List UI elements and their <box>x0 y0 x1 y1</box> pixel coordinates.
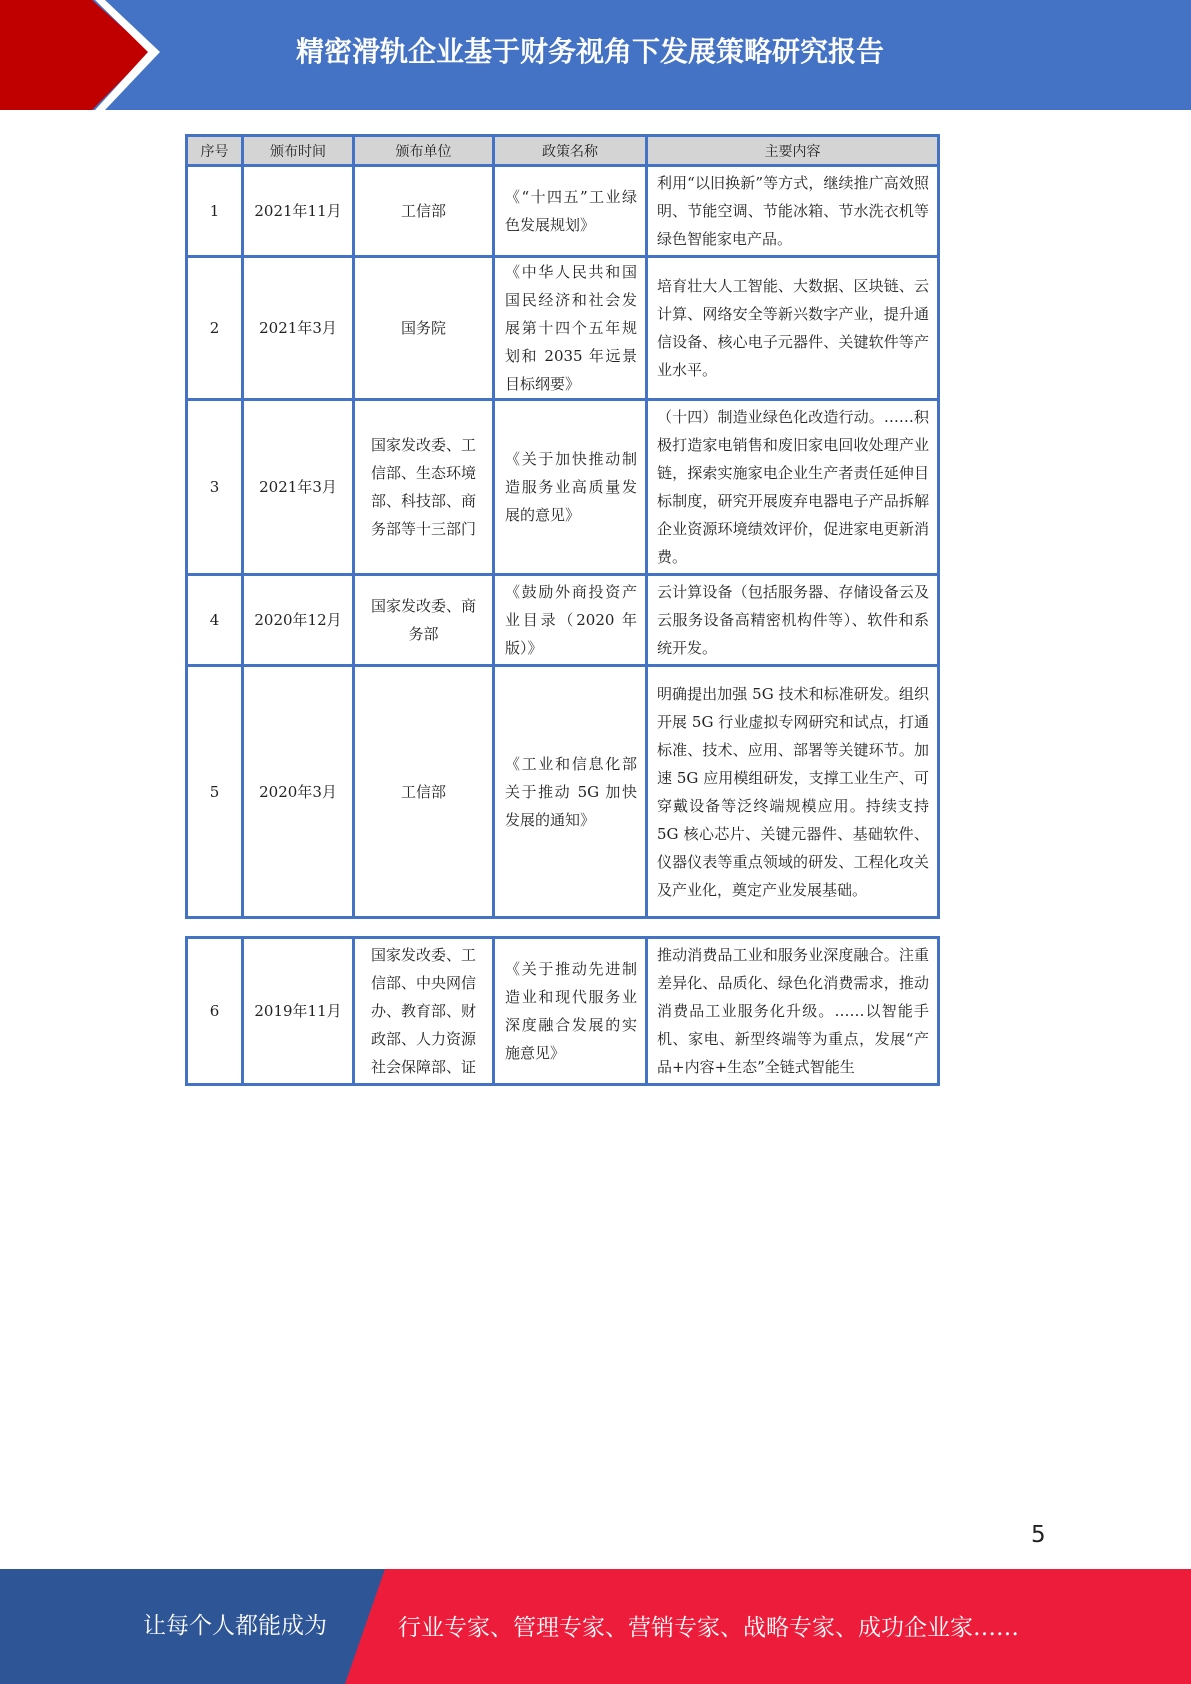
cell-unit: 工信部 <box>354 166 494 257</box>
cell-date: 2021年11月 <box>243 166 354 257</box>
policy-table-part-2 <box>185 936 937 1086</box>
footer-slogan-left: 让每个人都能成为 <box>143 1613 327 1639</box>
column-header-name: 政策名称 <box>494 136 647 166</box>
cell-content: 利用“以旧换新”等方式，继续推广高效照明、节能空调、节能冰箱、节水洗衣机等绿色智能家电产品。 <box>647 166 939 257</box>
cell-policy-name: 《工业和信息化部关于推动 5G 加快发展的通知》 <box>494 666 647 918</box>
cell-no: 6 <box>187 938 243 1085</box>
cell-policy-name: 《关于推动先进制造业和现代服务业深度融合发展的实施意见》 <box>494 938 647 1085</box>
cell-content: 云计算设备（包括服务器、存储设备云及云服务设备高精密机构件等）、软件和系统开发。 <box>647 575 939 666</box>
cell-unit: 国务院 <box>354 257 494 400</box>
header-red-chevron <box>0 0 150 110</box>
policy-table <box>185 134 940 919</box>
cell-no: 4 <box>187 575 243 666</box>
footer-slogan-right: 行业专家、管理专家、营销专家、战略专家、成功企业家…… <box>398 1615 1019 1641</box>
column-header-no: 序号 <box>187 136 243 166</box>
cell-policy-name: 《关于加快推动制造服务业高质量发展的意见》 <box>494 400 647 575</box>
cell-content: 明确提出加强 5G 技术和标准研发。组织开展 5G 行业虚拟专网研究和试点，打通标准、技术、应用、部署等关键环节。加速 5G 应用模组研发，支撑工业生产、可穿戴设备等泛终端规模应用。持续支持 5G 核心芯片、关键元器件、基础软件、仪器仪表等重点领域的研发、工程化攻关及产业化，奠定产业发展基础。 <box>647 666 939 918</box>
table-row <box>187 575 939 666</box>
cell-unit: 国家发改委、商务部 <box>354 575 494 666</box>
policy-table-continued <box>185 936 940 1086</box>
cell-unit: 国家发改委、工信部、生态环境部、科技部、商务部等十三部门 <box>354 400 494 575</box>
column-header-content: 主要内容 <box>647 136 939 166</box>
table-row <box>187 666 939 918</box>
cell-content: （十四）制造业绿色化改造行动。……积极打造家电销售和废旧家电回收处理产业链，探索实施家电企业生产者责任延伸目标制度，研究开展废弃电器电子产品拆解企业资源环境绩效评价，促进家电更新消费。 <box>647 400 939 575</box>
table-row <box>187 400 939 575</box>
page-number: 5 <box>1031 1522 1046 1548</box>
header-banner <box>0 0 1191 110</box>
cell-policy-name: 《“十四五”工业绿色发展规划》 <box>494 166 647 257</box>
column-header-date: 颁布时间 <box>243 136 354 166</box>
table-row <box>187 257 939 400</box>
cell-policy-name: 《中华人民共和国国民经济和社会发展第十四个五年规划和 2035 年远景目标纲要》 <box>494 257 647 400</box>
cell-unit: 国家发改委、工信部、中央网信办、教育部、财政部、人力资源社会保障部、证 <box>354 938 494 1085</box>
cell-date: 2019年11月 <box>243 938 354 1085</box>
cell-date: 2020年12月 <box>243 575 354 666</box>
table-header-row <box>187 136 939 166</box>
cell-date: 2021年3月 <box>243 400 354 575</box>
table-row <box>187 166 939 257</box>
cell-date: 2021年3月 <box>243 257 354 400</box>
cell-content: 推动消费品工业和服务业深度融合。注重差异化、品质化、绿色化消费需求，推动消费品工业服务化升级。……以智能手机、家电、新型终端等为重点，发展“产品+内容+生态”全链式智能生 <box>647 938 939 1085</box>
cell-date: 2020年3月 <box>243 666 354 918</box>
footer-banner <box>0 1569 1191 1684</box>
cell-no: 5 <box>187 666 243 918</box>
cell-unit: 工信部 <box>354 666 494 918</box>
cell-content: 培育壮大人工智能、大数据、区块链、云计算、网络安全等新兴数字产业，提升通信设备、核心电子元器件、关键软件等产业水平。 <box>647 257 939 400</box>
table-row <box>187 938 939 1085</box>
column-header-unit: 颁布单位 <box>354 136 494 166</box>
cell-no: 2 <box>187 257 243 400</box>
cell-policy-name: 《鼓励外商投资产业目录（2020 年版）》 <box>494 575 647 666</box>
cell-no: 1 <box>187 166 243 257</box>
document-title: 精密滑轨企业基于财务视角下发展策略研究报告 <box>296 35 885 68</box>
policy-table-part-1 <box>185 134 937 919</box>
cell-no: 3 <box>187 400 243 575</box>
